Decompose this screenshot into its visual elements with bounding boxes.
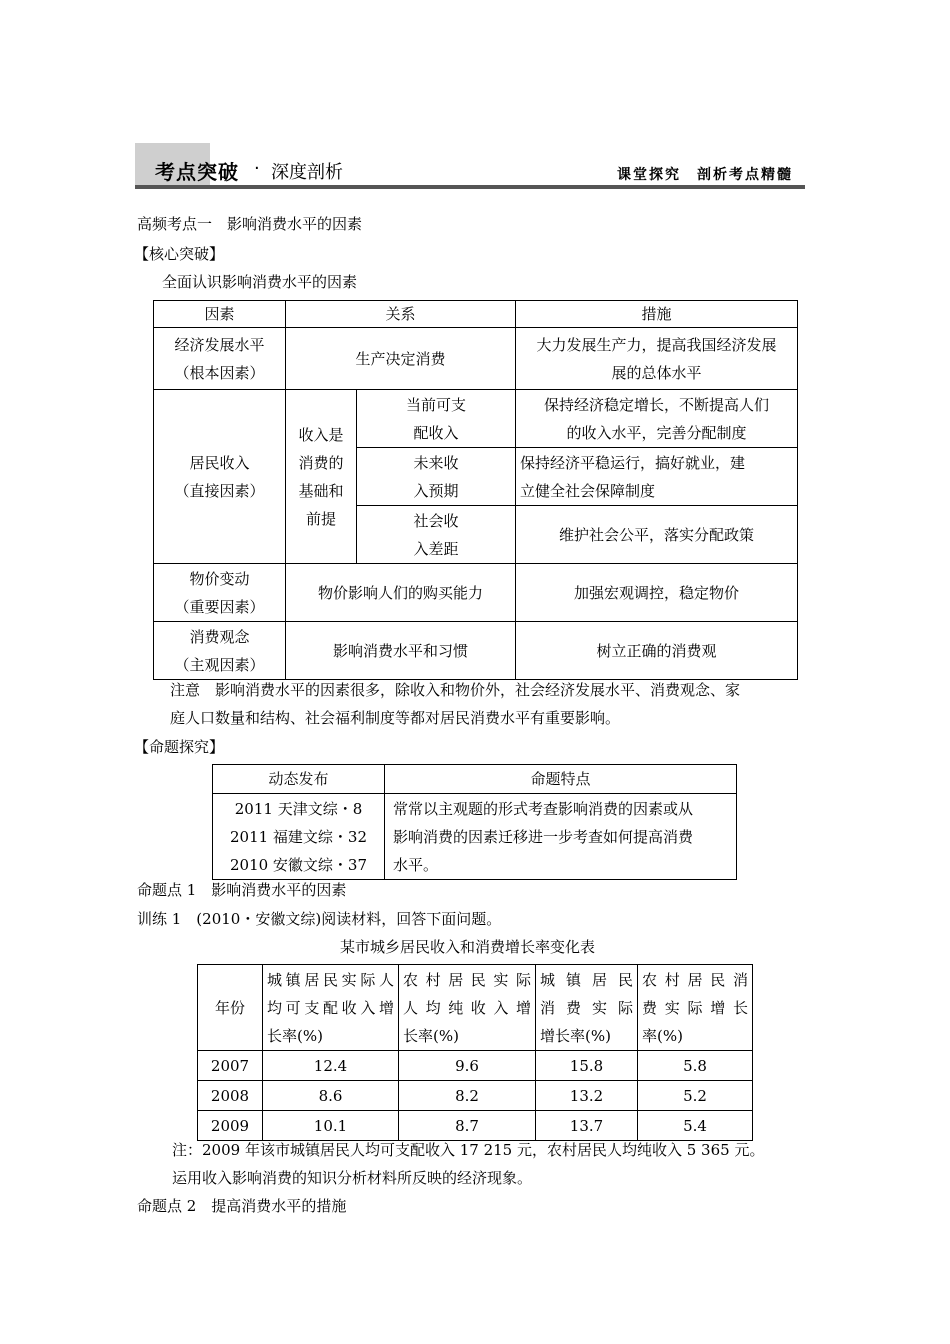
intro-text: 全面认识影响消费水平的因素: [162, 273, 358, 291]
growth-table: [197, 964, 753, 1141]
point-1: 命题点 1 影响消费水平的因素: [137, 881, 347, 899]
value-cell: 8.7: [399, 1111, 536, 1141]
measure-cell: 大力发展生产力，提高我国经济发展 展的总体水平: [516, 328, 798, 390]
year-cell: 2008: [198, 1081, 263, 1111]
training-1: 训练 1 (2010・安徽文综)阅读材料，回答下面问题。: [137, 910, 502, 928]
header-subtitle: 深度剖析: [271, 162, 343, 183]
growth-header-urban-income: 城镇居民实际人 均可支配收入增 长率(%): [263, 965, 399, 1051]
basis-cell: 收入是 消费的 基础和 前提: [286, 390, 357, 564]
value-cell: 13.7: [536, 1111, 638, 1141]
exam-table: [212, 764, 737, 880]
measure-cell: 树立正确的消费观: [516, 622, 798, 680]
table-row: [154, 622, 798, 680]
value-cell: 5.2: [638, 1081, 753, 1111]
sub-factor-cell: 未来收 入预期: [357, 448, 516, 506]
note-line-2: 庭人口数量和结构、社会福利制度等都对居民消费水平有重要影响。: [170, 709, 621, 727]
factor-table: [153, 300, 798, 680]
table-row: [154, 564, 798, 622]
table-row: [198, 1081, 753, 1111]
measure-cell: 保持经济稳定增长，不断提高人们 的收入水平，完善分配制度: [516, 390, 798, 448]
value-cell: 10.1: [263, 1111, 399, 1141]
note-line-1: 注意 影响消费水平的因素很多，除收入和物价外，社会经济发展水平、消费观念、家: [170, 681, 741, 699]
relation-cell: 影响消费水平和习惯: [286, 622, 516, 680]
factor-cell: 物价变动 （重要因素）: [154, 564, 286, 622]
header-right-text: 课堂探究 剖析考点精髓: [617, 167, 793, 183]
table-row: [198, 1111, 753, 1141]
value-cell: 8.6: [263, 1081, 399, 1111]
value-cell: 12.4: [263, 1051, 399, 1081]
exam-header-feature: 命题特点: [385, 765, 737, 794]
sub-factor-cell: 当前可支 配收入: [357, 390, 516, 448]
value-cell: 15.8: [536, 1051, 638, 1081]
growth-header-urban-consumption: 城镇居民 消费实际 增长率(%): [536, 965, 638, 1051]
exam-features-cell: 常常以主观题的形式考查影响消费的因素或从 影响消费的因素迁移进一步考查如何提高消费 水平。: [385, 794, 737, 880]
header-relation: 关系: [286, 301, 516, 328]
point-2: 命题点 2 提高消费水平的措施: [137, 1197, 347, 1215]
measure-cell: 保持经济平稳运行，搞好就业，建 立健全社会保障制度: [516, 448, 798, 506]
value-cell: 13.2: [536, 1081, 638, 1111]
relation-cell: 生产决定消费: [286, 328, 516, 390]
growth-header-year: 年份: [198, 965, 263, 1051]
factor-cell: 居民收入 （直接因素）: [154, 390, 286, 564]
header-measure: 措施: [516, 301, 798, 328]
growth-header-rural-consumption: 农村居民消 费实际增长 率(%): [638, 965, 753, 1051]
header-title: 考点突破: [155, 160, 239, 184]
measure-cell: 加强宏观调控，稳定物价: [516, 564, 798, 622]
growth-header-row: [198, 965, 753, 1051]
table-row: [198, 1051, 753, 1081]
section-heading: 高频考点一 影响消费水平的因素: [137, 215, 363, 233]
year-cell: 2007: [198, 1051, 263, 1081]
core-label: 【核心突破】: [134, 245, 225, 263]
factor-cell: 经济发展水平 （根本因素）: [154, 328, 286, 390]
note-2: 注：2009 年该市城镇居民人均可支配收入 17 215 元，农村居民人均纯收入 5 365 元。: [172, 1141, 765, 1159]
sub-factor-cell: 社会收 入差距: [357, 506, 516, 564]
header-factor: 因素: [154, 301, 286, 328]
value-cell: 8.2: [399, 1081, 536, 1111]
factor-cell: 消费观念 （主观因素）: [154, 622, 286, 680]
exam-label: 【命题探究】: [134, 738, 225, 756]
relation-cell: 物价影响人们的购买能力: [286, 564, 516, 622]
growth-table-caption: 某市城乡居民收入和消费增长率变化表: [340, 938, 596, 956]
table-row: [154, 328, 798, 390]
exam-sources-cell: 2011 天津文综・8 2011 福建文综・32 2010 安徽文综・37: [213, 794, 385, 880]
value-cell: 5.4: [638, 1111, 753, 1141]
value-cell: 9.6: [399, 1051, 536, 1081]
year-cell: 2009: [198, 1111, 263, 1141]
measure-cell: 维护社会公平，落实分配政策: [516, 506, 798, 564]
header-divider: [135, 185, 805, 189]
value-cell: 5.8: [638, 1051, 753, 1081]
table-row: [154, 390, 798, 448]
header-dot: ·: [254, 158, 260, 179]
growth-header-rural-income: 农村居民实际 人均纯收入增 长率(%): [399, 965, 536, 1051]
task-text: 运用收入影响消费的知识分析材料所反映的经济现象。: [172, 1169, 533, 1187]
exam-header-source: 动态发布: [213, 765, 385, 794]
